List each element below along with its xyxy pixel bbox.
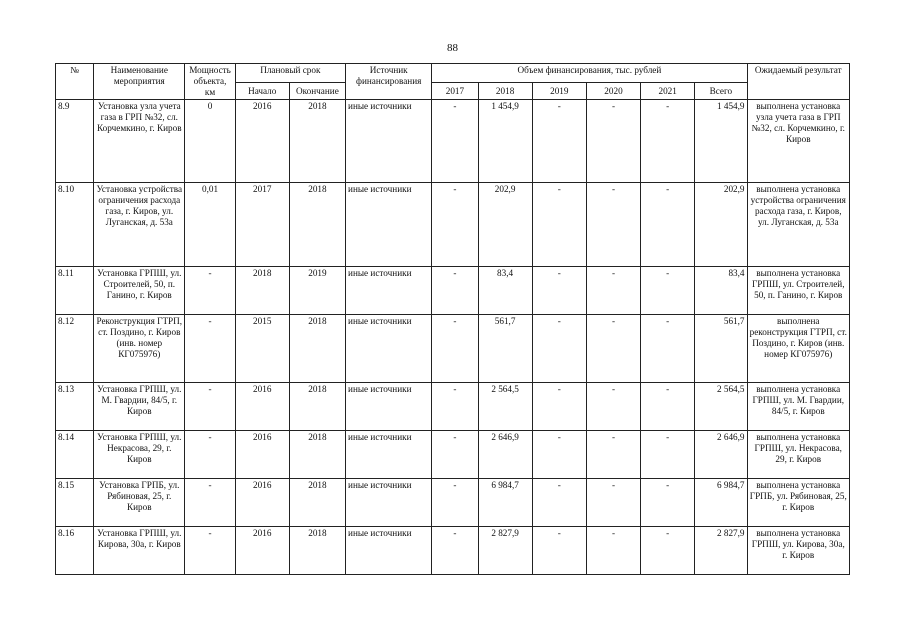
row-end: 2018 bbox=[289, 431, 345, 479]
row-start: 2016 bbox=[235, 527, 289, 575]
row-result: выполнена установка ГРПБ, ул. Рябиновая, 25, г. Киров bbox=[747, 479, 849, 527]
row-result: выполнена реконструкция ГТРП, ст. Поздино, г. Киров (инв. номер КГ075976) bbox=[747, 315, 849, 383]
row-result: выполнена установка ГРПШ, ул. М. Гвардии, 84/5, г. Киров bbox=[747, 383, 849, 431]
row-num: 8.16 bbox=[56, 527, 94, 575]
row-name: Установка ГРПШ, ул. М. Гвардии, 84/5, г. Киров bbox=[94, 383, 185, 431]
row-capacity: - bbox=[185, 431, 235, 479]
row-2017: - bbox=[432, 100, 478, 183]
row-start: 2016 bbox=[235, 100, 289, 183]
header-2021: 2021 bbox=[641, 83, 695, 100]
row-end: 2019 bbox=[289, 267, 345, 315]
row-num: 8.15 bbox=[56, 479, 94, 527]
table-row bbox=[56, 267, 850, 315]
row-end: 2018 bbox=[289, 183, 345, 267]
header-result: Ожидаемый результат bbox=[747, 64, 849, 100]
row-2018: 83,4 bbox=[478, 267, 532, 315]
row-num: 8.12 bbox=[56, 315, 94, 383]
row-capacity: - bbox=[185, 267, 235, 315]
row-2019: - bbox=[532, 100, 586, 183]
row-2020: - bbox=[586, 267, 640, 315]
row-2017: - bbox=[432, 527, 478, 575]
header-2017: 2017 bbox=[432, 83, 478, 100]
row-source: иные источники bbox=[346, 183, 432, 267]
row-2020: - bbox=[586, 479, 640, 527]
row-name: Установка узла учета газа в ГРП №32, сл. Корчемкино, г. Киров bbox=[94, 100, 185, 183]
row-name: Установка ГРПШ, ул. Строителей, 50, п. Ганино, г. Киров bbox=[94, 267, 185, 315]
header-row-top bbox=[56, 64, 850, 83]
table-row bbox=[56, 431, 850, 479]
row-start: 2018 bbox=[235, 267, 289, 315]
financing-table bbox=[55, 63, 850, 575]
row-total: 2 564,5 bbox=[695, 383, 747, 431]
row-end: 2018 bbox=[289, 479, 345, 527]
header-start: Начало bbox=[235, 83, 289, 100]
row-capacity: - bbox=[185, 383, 235, 431]
row-result: выполнена установка ГРПШ, ул. Строителей, 50, п. Ганино, г. Киров bbox=[747, 267, 849, 315]
row-2019: - bbox=[532, 183, 586, 267]
row-result: выполнена установка устройства ограничения расхода газа, г. Киров, ул. Луганская, д. 53а bbox=[747, 183, 849, 267]
row-total: 202,9 bbox=[695, 183, 747, 267]
row-capacity: - bbox=[185, 479, 235, 527]
row-capacity: 0 bbox=[185, 100, 235, 183]
header-term: Плановый срок bbox=[235, 64, 345, 83]
row-capacity: - bbox=[185, 527, 235, 575]
header-2018: 2018 bbox=[478, 83, 532, 100]
row-source: иные источники bbox=[346, 100, 432, 183]
row-total: 2 827,9 bbox=[695, 527, 747, 575]
table-row bbox=[56, 100, 850, 183]
row-name: Реконструкция ГТРП, ст. Поздино, г. Киров (инв. номер КГ075976) bbox=[94, 315, 185, 383]
row-2018: 2 827,9 bbox=[478, 527, 532, 575]
row-2021: - bbox=[641, 315, 695, 383]
row-2021: - bbox=[641, 267, 695, 315]
table-row bbox=[56, 479, 850, 527]
row-2021: - bbox=[641, 431, 695, 479]
header-total: Всего bbox=[695, 83, 747, 100]
row-name: Установка ГРПШ, ул. Кирова, 30а, г. Киров bbox=[94, 527, 185, 575]
row-2020: - bbox=[586, 315, 640, 383]
table-row bbox=[56, 315, 850, 383]
row-2017: - bbox=[432, 383, 478, 431]
header-funding: Объем финансирования, тыс. рублей bbox=[432, 64, 747, 83]
row-source: иные источники bbox=[346, 479, 432, 527]
row-2021: - bbox=[641, 183, 695, 267]
row-2021: - bbox=[641, 100, 695, 183]
row-2019: - bbox=[532, 315, 586, 383]
header-name: Наименование мероприятия bbox=[94, 64, 185, 100]
row-start: 2015 bbox=[235, 315, 289, 383]
row-total: 6 984,7 bbox=[695, 479, 747, 527]
row-2017: - bbox=[432, 267, 478, 315]
row-total: 1 454,9 bbox=[695, 100, 747, 183]
row-capacity: - bbox=[185, 315, 235, 383]
row-2019: - bbox=[532, 431, 586, 479]
row-2017: - bbox=[432, 431, 478, 479]
row-total: 83,4 bbox=[695, 267, 747, 315]
row-total: 2 646,9 bbox=[695, 431, 747, 479]
row-end: 2018 bbox=[289, 100, 345, 183]
row-2019: - bbox=[532, 479, 586, 527]
row-2021: - bbox=[641, 383, 695, 431]
row-start: 2016 bbox=[235, 479, 289, 527]
row-result: выполнена установка ГРПШ, ул. Кирова, 30а, г. Киров bbox=[747, 527, 849, 575]
row-end: 2018 bbox=[289, 315, 345, 383]
page-number: 88 bbox=[447, 42, 458, 54]
header-end: Окончание bbox=[289, 83, 345, 100]
row-num: 8.14 bbox=[56, 431, 94, 479]
row-source: иные источники bbox=[346, 431, 432, 479]
row-2018: 561,7 bbox=[478, 315, 532, 383]
row-source: иные источники bbox=[346, 315, 432, 383]
row-2018: 2 564,5 bbox=[478, 383, 532, 431]
row-2019: - bbox=[532, 267, 586, 315]
row-2020: - bbox=[586, 383, 640, 431]
row-2018: 1 454,9 bbox=[478, 100, 532, 183]
row-2017: - bbox=[432, 183, 478, 267]
header-source: Источник финансирования bbox=[346, 64, 432, 100]
row-num: 8.13 bbox=[56, 383, 94, 431]
row-end: 2018 bbox=[289, 527, 345, 575]
row-result: выполнена установка ГРПШ, ул. Некрасова, 29, г. Киров bbox=[747, 431, 849, 479]
row-2018: 6 984,7 bbox=[478, 479, 532, 527]
row-start: 2017 bbox=[235, 183, 289, 267]
row-2019: - bbox=[532, 527, 586, 575]
header-num: № bbox=[56, 64, 94, 100]
row-2018: 2 646,9 bbox=[478, 431, 532, 479]
row-2021: - bbox=[641, 527, 695, 575]
row-2020: - bbox=[586, 527, 640, 575]
row-num: 8.10 bbox=[56, 183, 94, 267]
header-2020: 2020 bbox=[586, 83, 640, 100]
row-capacity: 0,01 bbox=[185, 183, 235, 267]
table-row bbox=[56, 383, 850, 431]
row-start: 2016 bbox=[235, 431, 289, 479]
row-name: Установка устройства ограничения расхода газа, г. Киров, ул. Луганская, д. 53а bbox=[94, 183, 185, 267]
row-name: Установка ГРПБ, ул. Рябиновая, 25, г. Киров bbox=[94, 479, 185, 527]
row-start: 2016 bbox=[235, 383, 289, 431]
row-2020: - bbox=[586, 183, 640, 267]
row-result: выполнена установка узла учета газа в ГРП №32, сл. Корчемкино, г. Киров bbox=[747, 100, 849, 183]
row-source: иные источники bbox=[346, 267, 432, 315]
table-row bbox=[56, 183, 850, 267]
row-2020: - bbox=[586, 100, 640, 183]
row-2019: - bbox=[532, 383, 586, 431]
row-2020: - bbox=[586, 431, 640, 479]
row-total: 561,7 bbox=[695, 315, 747, 383]
row-num: 8.11 bbox=[56, 267, 94, 315]
row-end: 2018 bbox=[289, 383, 345, 431]
row-2017: - bbox=[432, 479, 478, 527]
row-name: Установка ГРПШ, ул. Некрасова, 29, г. Киров bbox=[94, 431, 185, 479]
row-2018: 202,9 bbox=[478, 183, 532, 267]
row-num: 8.9 bbox=[56, 100, 94, 183]
header-2019: 2019 bbox=[532, 83, 586, 100]
row-source: иные источники bbox=[346, 383, 432, 431]
header-capacity: Мощность объекта, км bbox=[185, 64, 235, 100]
table-row bbox=[56, 527, 850, 575]
row-2017: - bbox=[432, 315, 478, 383]
row-source: иные источники bbox=[346, 527, 432, 575]
row-2021: - bbox=[641, 479, 695, 527]
